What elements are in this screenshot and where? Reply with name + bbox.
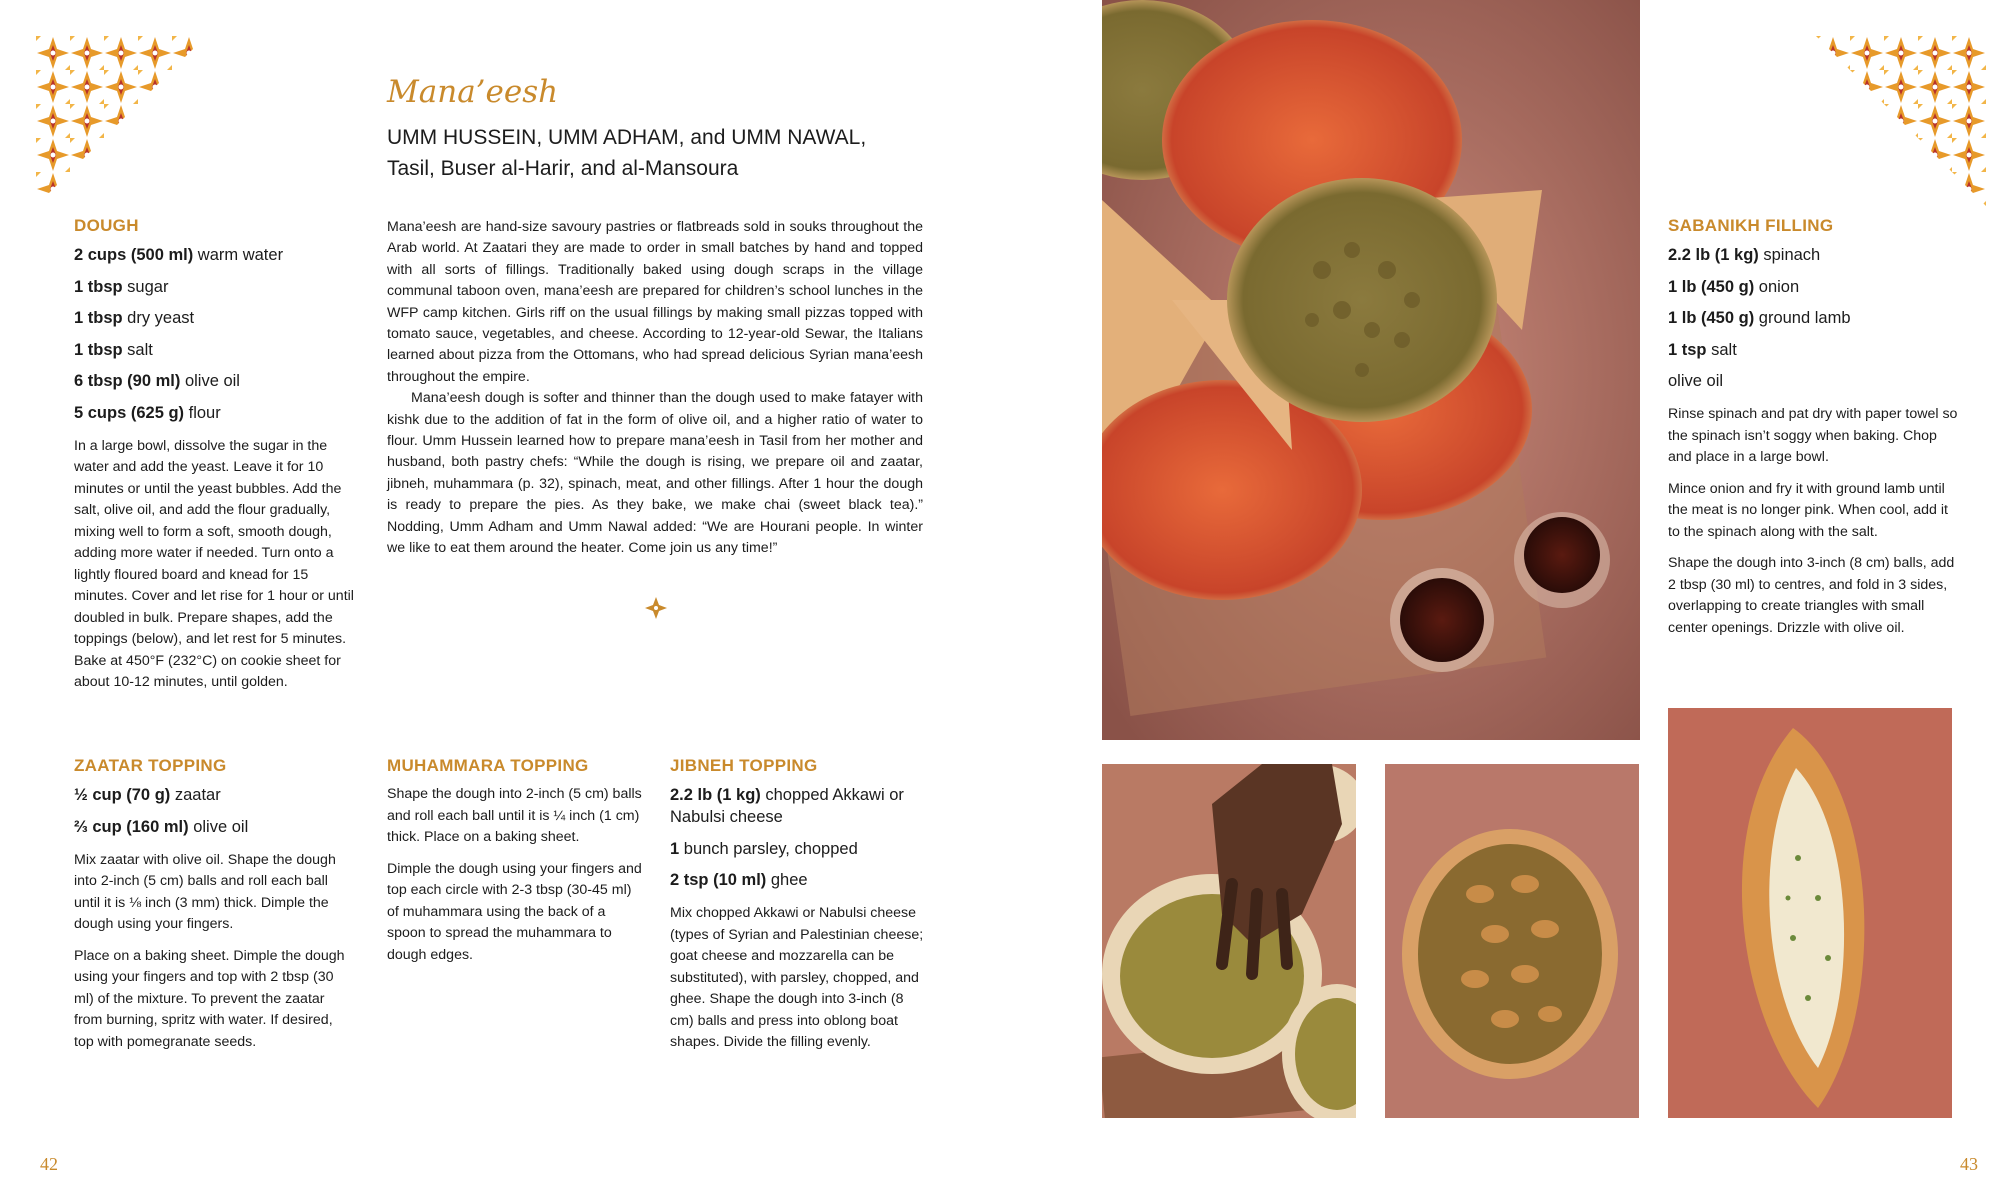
ingredient-quantity: 2 tsp (10 ml) (670, 871, 767, 889)
sabanikh-ingredient (1668, 276, 1958, 298)
contributors (387, 122, 866, 184)
ingredient-item: zaatar (170, 786, 221, 804)
dough-method: In a large bowl, dissolve the sugar in the water and add the yeast. Leave it for 10 minutes or until the yeast bubbles. Add the salt, olive oil, and add the flour gradually, mixing well to form a soft, smooth dough, adding more water if needed. Turn onto a lightly floured board and knead for 15 minutes. Cover and let rise for 1 hour or until doubled in bulk. Prepare shapes, add the toppings (below), and let rest for 5 minutes. Bake at 450°F (232°C) on cookie sheet for about 10-12 minutes, until golden. (74, 437, 354, 690)
dough-ingredient (74, 244, 362, 266)
jibneh-method: Mix chopped Akkawi or Nabulsi cheese (types of Syrian and Palestinian cheese; goat cheese and mozzarella can be substituted), with parsley, chopped, and ghee. Shape the dough into 3-inch (8 cm) balls and press into oblong boat shapes. Divide the filling evenly. (670, 905, 924, 1050)
contributors-places: Tasil, Buser al-Harir, and al-Mansoura (387, 157, 739, 180)
ingredient-quantity: 2.2 lb (1 kg) (670, 786, 761, 804)
intro-paragraph-2: Mana’eesh dough is softer and thinner than the dough used to make fatayer with kishk due to the addition of fat in the form of olive oil, and a higher ratio of water to flour. Umm Hussein learned how to prepare mana’eesh in Tasil from her mother and husband, both pastry chefs: “While the dough is rising, we prepare oil and zaatar, jibneh, muhammara (p. 32), spinach, meat, and other fillings. After 1 hour the dough is ready to prepare the pies. As they bake, we make chai (sweet black tea).” Nodding, Umm Adham and Umm Nawal added: “We are Hourani people. In winter we like to eat them around the heater. Come join us any time!” (387, 390, 923, 557)
jibneh-ingredient (670, 869, 930, 891)
corner-ornament-right (1816, 36, 1986, 206)
zaatar-header: ZAATAR TOPPING (74, 756, 227, 775)
zaatar-method-2: Place on a baking sheet. Dimple the dough using your fingers and top with 2 tbsp (30 ml) of the mixture. To prevent the zaatar from burning, spritz with water. If desired, top with pomegranate seeds. (74, 947, 345, 1050)
muhammara-method-1: Shape the dough into 2-inch (5 cm) balls and roll each ball until it is ¼ inch (1 cm) thick. Place on a baking sheet. (387, 786, 642, 845)
muhammara-method-2: Dimple the dough using your fingers and top each circle with 2-3 tbsp (30-45 ml) of muhammara using the back of a spoon to spread the muhammara to dough edges. (387, 860, 642, 963)
photo-jibneh-boat (1668, 708, 1952, 1118)
zaatar-ingredients (74, 784, 354, 838)
dough-ingredient (74, 370, 362, 392)
sabanikh-ingredient (1668, 339, 1958, 361)
intro-text (387, 217, 923, 560)
page-number-left: 42 (40, 1154, 58, 1174)
ingredient-item: warm water (193, 246, 284, 264)
dough-ingredient (74, 307, 362, 329)
ingredient-item: salt (122, 340, 153, 359)
muhammara-header: MUHAMMARA TOPPING (387, 756, 589, 775)
dough-ingredient (74, 402, 362, 424)
ingredient-quantity: 1 tbsp (74, 277, 123, 296)
jibneh-header: JIBNEH TOPPING (670, 756, 818, 775)
ingredient-item: dry yeast (122, 309, 195, 327)
jibneh-ingredient (670, 784, 930, 828)
main-photo-manaeesh-platter (1102, 0, 1640, 740)
ingredient-item: ground lamb (1754, 309, 1851, 327)
ingredient-item: onion (1754, 277, 1800, 296)
sabanikh-method-1: Rinse spinach and pat dry with paper towel so the spinach isn’t soggy when baking. Chop and place in a large bowl. (1668, 406, 1958, 465)
sabanikh-ingredient (1668, 370, 1958, 392)
ingredient-quantity: 1 lb (450 g) (1668, 309, 1755, 327)
dough-ingredient (74, 339, 362, 361)
jibneh-ingredients (670, 784, 930, 891)
ingredient-item: bunch parsley, chopped (679, 839, 858, 858)
ingredient-quantity: 1 tsp (1668, 340, 1707, 359)
jibneh-ingredient (670, 838, 930, 860)
ingredient-quantity: 2 cups (500 ml) (74, 246, 194, 264)
ingredient-item: olive oil (180, 372, 240, 390)
photo-hands-dimpling-dough (1102, 764, 1356, 1118)
sabanikh-ingredients (1668, 244, 1958, 392)
ingredient-item: sugar (122, 277, 169, 296)
ingredient-item: flour (184, 403, 221, 422)
page-number-right: 43 (1960, 1154, 1978, 1174)
dough-ingredients (74, 244, 362, 424)
flourish-ornament (644, 596, 668, 620)
zaatar-ingredient (74, 816, 354, 838)
sabanikh-section (1668, 216, 1958, 649)
ingredient-item: olive oil (1668, 372, 1724, 390)
zaatar-ingredient (74, 784, 354, 806)
ingredient-quantity: 1 lb (450 g) (1668, 277, 1755, 296)
ingredient-item: ghee (766, 871, 808, 889)
contributors-names: UMM HUSSEIN, UMM ADHAM, and UMM NAWAL, (387, 126, 867, 149)
photo-zaatar-flatbread (1385, 764, 1639, 1118)
ingredient-item: chopped Akkawi or Nabulsi cheese (670, 786, 904, 826)
ingredient-quantity: 1 (670, 839, 680, 858)
ingredient-item: spinach (1758, 246, 1821, 264)
ingredient-quantity: ⅔ cup (160 ml) (74, 817, 189, 836)
ingredient-item: olive oil (188, 817, 249, 836)
ingredient-quantity: ½ cup (70 g) (74, 786, 171, 804)
ingredient-item: salt (1706, 340, 1737, 359)
sabanikh-ingredient (1668, 307, 1958, 329)
corner-ornament-left (36, 36, 206, 206)
muhammara-section (387, 756, 647, 976)
dough-ingredient (74, 276, 362, 298)
recipe-title: Mana’eesh (387, 74, 559, 110)
sabanikh-ingredient (1668, 244, 1958, 266)
ingredient-quantity: 1 tbsp (74, 340, 123, 359)
ingredient-quantity: 5 cups (625 g) (74, 403, 185, 422)
intro-paragraph-1: Mana’eesh are hand-size savoury pastries or flatbreads sold in souks throughout the Arab world. At Zaatari they are made to order in small batches by hand and topped with all sorts of fillings. Traditionally baked using dough scraps in the village communal taboon oven, mana’eesh are prepared for children’s school lunches in the WFP camp kitchen. Girls riff on the usual fillings by making small pizzas topped with tomato sauce, vegetables, and cheese. According to 12-year-old Sewar, the Italians learned about pizza from the Ottomans, who had spread delicious Syrian mana’eesh throughout the empire. (387, 219, 923, 385)
jibneh-section (670, 756, 930, 1064)
sabanikh-method-3: Shape the dough into 3-inch (8 cm) balls, add 2 tbsp (30 ml) to centres, and fold in 3 sides, overlapping to create triangles with small center openings. Drizzle with olive oil. (1668, 555, 1955, 636)
ingredient-quantity: 6 tbsp (90 ml) (74, 372, 181, 390)
sabanikh-header: SABANIKH FILLING (1668, 216, 1834, 235)
dough-section (74, 216, 362, 704)
sabanikh-method-2: Mince onion and fry it with ground lamb until the meat is no longer pink. When cool, add it to the spinach along with the salt. (1668, 480, 1948, 540)
ingredient-quantity: 1 tbsp (74, 309, 123, 327)
dough-header: DOUGH (74, 216, 139, 235)
ingredient-quantity: 2.2 lb (1 kg) (1668, 246, 1759, 264)
zaatar-method-1: Mix zaatar with olive oil. Shape the dough into 2-inch (5 cm) balls and roll each ball until it is ⅛ inch (3 mm) thick. Dimple the dough using your fingers. (74, 851, 336, 932)
zaatar-section (74, 756, 354, 1063)
